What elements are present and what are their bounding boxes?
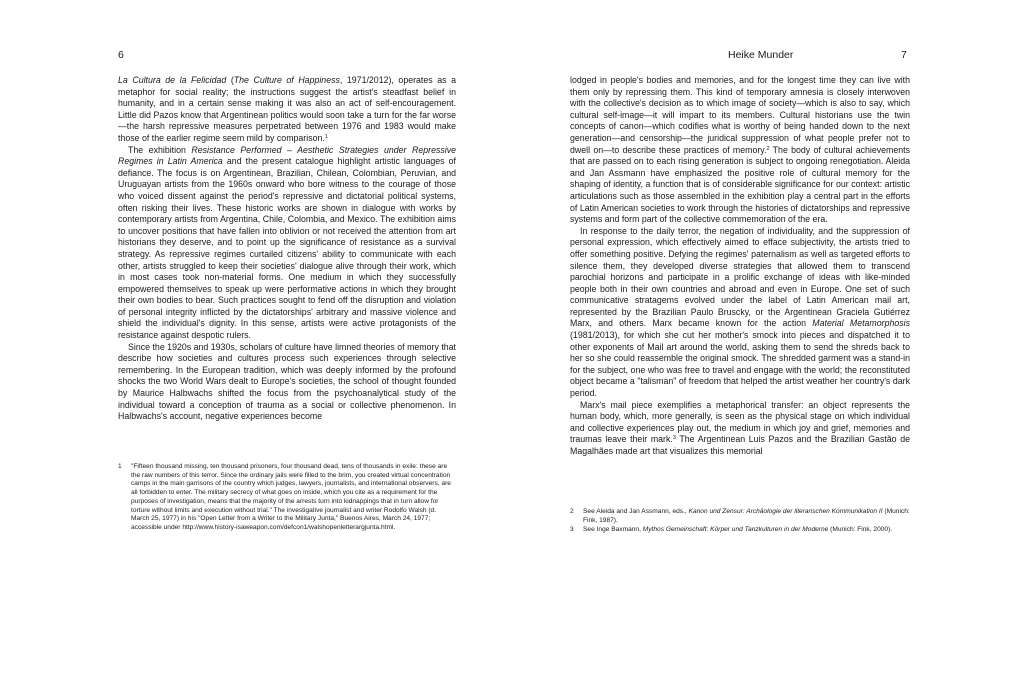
text-run: "Fifteen thousand missing, ten thousand prisoners, four thousand dead, tens of thousands in exile: these are the raw numbers of this terror. Since the ordinary jails were filled to the brim, you created virtual concentration camps in the main garrisons of the country which judges, lawyers, journalists, and international observers, are all forbidden to enter. The military secrecy of what goes on inside, which you cite as a requirement for the purposes of investigation, means that the majority of the arrests turn into kidnappings that in turn allow for torture without limits and execution without trial." The investigative journalist and writer Rodolfo Walsh (d. March 25, 1977) in his "Open Letter from a Writer to the Military Junta," Buenos Aires, March 24, 1977; accessible under http://www.history-isaweapon.com/defcon1/walshopenletterargjunta.html. bbox=[131, 463, 451, 531]
body-paragraph bbox=[570, 75, 910, 226]
footnote bbox=[570, 526, 910, 535]
text-run: See Aleida and Jan Assmann, eds., bbox=[583, 508, 689, 515]
left-page-footnotes bbox=[118, 463, 456, 534]
footnote-text bbox=[583, 526, 910, 535]
right-page-footnotes bbox=[570, 508, 910, 536]
italic-text: Kanon und Zensur: Archäologie der literarischen Kommunikation II bbox=[688, 508, 883, 515]
body-paragraph bbox=[570, 400, 910, 458]
text-run: (Munich: Fink, 1987). bbox=[583, 508, 910, 524]
footnote-marker: 1 bbox=[324, 133, 328, 140]
body-paragraph bbox=[118, 75, 456, 145]
text-run: (1981/2013), for which she cut her mother's smock into pieces and dispatched it to other exponents of Mail art around the world, asking them to send the shreds back to her so she could reassemble the original smock. The shredded garment was a stand-in for the subject, one who was free to travel and engage with the world; the reconstituted object became a "talisman" of freedom that helped the artist weather her country's dark period. bbox=[570, 330, 910, 399]
body-paragraph bbox=[570, 226, 910, 400]
page-number-right: 7 bbox=[901, 49, 907, 61]
text-run: See Inge Baxmann, bbox=[583, 526, 643, 534]
italic-text: The Culture of Happiness bbox=[233, 75, 340, 85]
body-paragraph bbox=[118, 145, 456, 342]
text-run: lodged in people's bodies and memories, and for the longest time they can live with them only by repressing them. This kind of temporary amnesia is closely interwoven with the collective's decision as to which image of society—which is also to say, which cultural self-image—it will impart to its members. Cultural historians use the twin concepts of canon—which codifies what is worthy of being handed down to the next generation—and censorship—the juridical suppression of what people prefer not to dwell on—to describe these practices of memory. bbox=[570, 75, 910, 155]
left-page-body bbox=[118, 75, 456, 423]
text-run: Since the 1920s and 1930s, scholars of culture have limned theories of memory that describe how societies and cultures process such experiences through selective remembering. In the European tradition, which was deeply informed by the profound shocks the two World Wars dealt to Europe's societies, the school of thought founded by Maurice Halbwachs shifted the focus from the psychoanalytical study of the individual toward a conception of trauma as a social or collective phenomenon. In Halbwachs's account, negative experiences become bbox=[118, 341, 456, 422]
footnote bbox=[570, 508, 910, 525]
body-paragraph bbox=[118, 342, 456, 423]
running-head-author: Heike Munder bbox=[728, 49, 794, 61]
text-run: , 1971/2012), operates as a metaphor for social reality; the instructions suggest the artist's steadfast belief in humanity, and in a certain sense making it was also an act of self-encouragement. Little did Pazos know that Argentinean politics would soon take a turn for the far worse—the harsh repressive measures perpetrated between 1976 and 1983 would make those of the earlier regime seem mild by comparison. bbox=[118, 75, 456, 143]
italic-text: Material Metamorphosis bbox=[812, 318, 910, 329]
text-run: ( bbox=[226, 75, 234, 85]
page-number-left: 6 bbox=[118, 49, 124, 61]
footnote-number: 2 bbox=[570, 508, 574, 515]
footnote bbox=[118, 463, 456, 533]
italic-text: La Cultura de la Felicidad bbox=[118, 75, 227, 85]
right-page-body bbox=[570, 75, 910, 458]
footnote-marker: 2 bbox=[766, 145, 770, 152]
text-run: (Munich: Fink, 2000). bbox=[828, 526, 893, 534]
text-run: The body of cultural achievements that are passed on to each rising generation is subject to ongoing renegotiation. Aleida and Jan Assmann have emphasized the positive role of cultural memory for the shaping of identity, a function that is of considerable significance for our context: artistic articulations such as those assembled in the exhibition play a central part in the efforts of Latin American societies to work through the histories of dictatorships and repressive systems and form part of the collective commemoration of the era. bbox=[570, 144, 910, 225]
text-run: The Argentinean Luis Pazos and the Brazilian Gastão de Magalhães made art that visualizes this memorial bbox=[570, 434, 910, 456]
footnote-text bbox=[131, 463, 456, 533]
text-run: In response to the daily terror, the negation of individuality, and the suppression of personal expression, which effectively aimed to efface subjectivity, the artists tried to offer something positive. Defying the regimes' paternalism as well as targeted efforts to silence them, they developed diverse strategies that allowed them to transcend parochial horizons and participate in a prolific exchange of ideas with like-minded people both in their own countries and abroad and even in Europe. One set of such communicative stratagems evolved under the label of Latin American mail art, represented by the Brazilian Paulo Bruscky, or the Argentinean Graciela Gutiérrez Marx, and others. Marx became known for the action bbox=[570, 225, 910, 329]
italic-text: Mythos Gemeinschaft: Körper und Tanzkulturen in der Moderne bbox=[642, 526, 829, 534]
text-run: and the present catalogue highlight artistic languages of defiance. The focus is on Argentinean, Brazilian, Chilean, Colombian, Peruvian, and Uruguayan artists from the 1960s onward who bore witness to the courage of those who voiced dissent against the period's repressive and dictatorial political systems, often risking their lives. These historic works are shown in dialogue with works by contemporary artists from Argentina, Chile, Colombia, and Mexico. The exhibition aims to uncover positions that have fallen into oblivion or not received the attention from art historians they deserve, and to point up the significance of resistance as a survival strategy. As repressive regimes curtailed citizens' ability to communicate with each other, artists struggled to keep their societies' dialogue alive through their work, which in most cases took non-material forms. One medium in which they successfully empowered themselves to speak up were performative actions in which they brought their own bodies to bear. Such practices sought to fend off the disruption and violation of personal integrity inflicted by the dictatorships' arbitrary and massive violence and shield the individual's dignity. In this sense, artists were active protagonists of the resistance against despotic rulers. bbox=[118, 156, 457, 341]
text-run: The exhibition bbox=[128, 144, 192, 155]
italic-text: Resistance Performed – Aesthetic Strategies under Repressive Regimes in Latin America bbox=[118, 144, 457, 167]
footnote-text bbox=[583, 508, 910, 525]
footnote-number: 1 bbox=[118, 463, 122, 470]
footnote-marker: 3 bbox=[672, 435, 676, 442]
footnote-number: 3 bbox=[570, 526, 574, 534]
text-run: Marx's mail piece exemplifies a metaphorical transfer: an object represents the human body, which, more generally, is seen as the physical stage on which individual and collective experiences play out, the medium in which joy and grief, memories and traumas leave their mark. bbox=[570, 399, 910, 445]
